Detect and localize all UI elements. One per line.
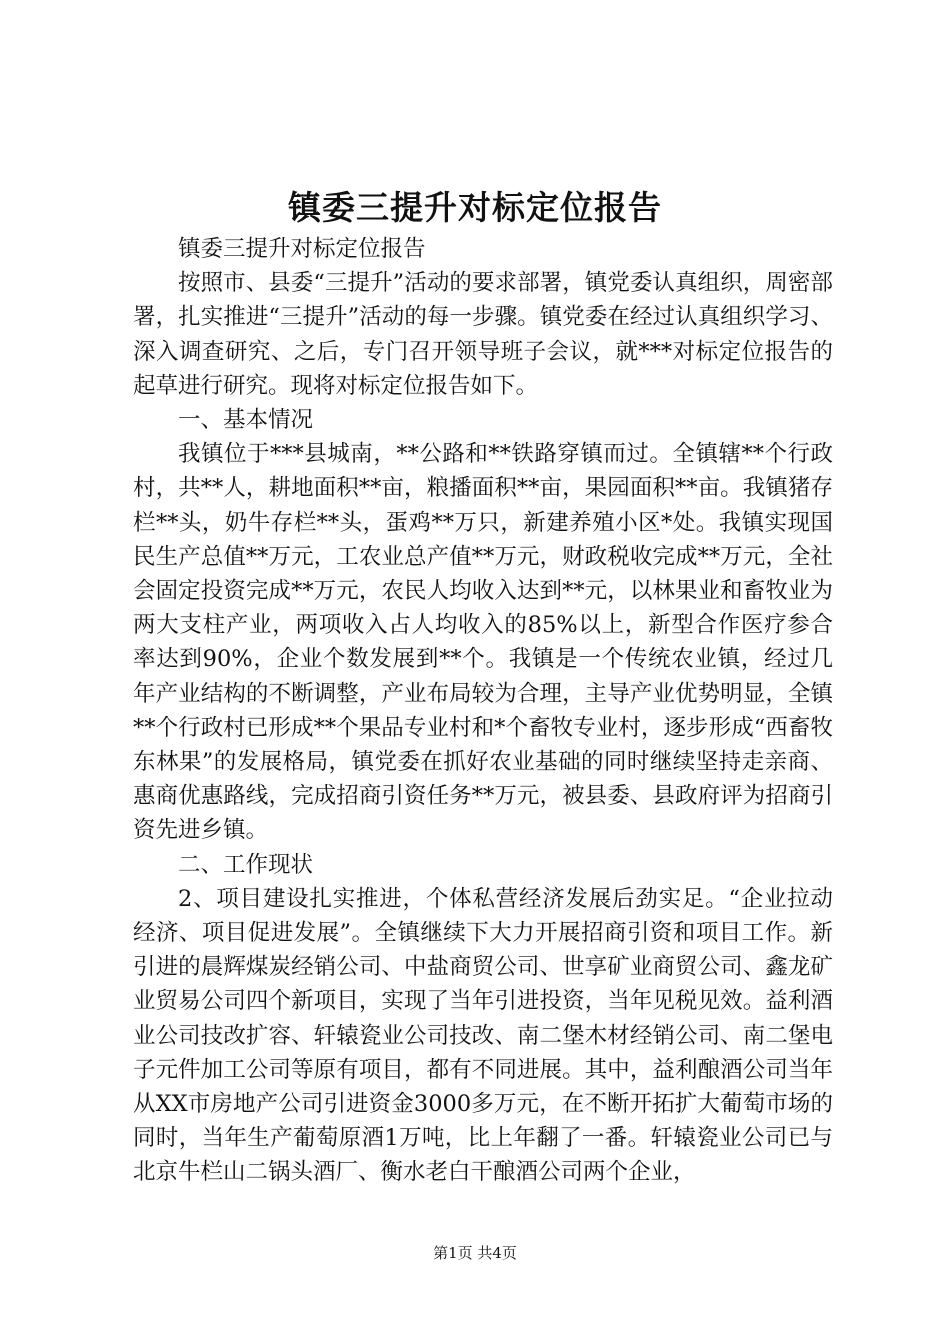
section-heading-status: 二、工作现状 [178,851,314,878]
paragraph-subtitle: 镇委三提升对标定位报告 [178,236,426,262]
document-body [133,232,833,1190]
paragraph-basic-situation: 我镇位于***县城南，**公路和**铁路穿镇而过。全镇辖**个行政村，共**人，耕地面积**亩，粮播面积**亩，果园面积**亩。我镇猪存栏**头，奶牛存栏**头，蛋鸡**万只，新建养殖小区*处。我镇实现国民生产总值**万元，工农业总产值**万元，财政税收完成**万元，全社会固定投资完成**万元，农民人均收入达到**元，以林果业和畜牧业为两大支柱产业，两项收入占人均收入的85%以上，新型合作医疗参合率达到90%，企业个数发展到**个。我镇是一个传统农业镇，经过几年产业结构的不断调整，产业布局较为合理，主导产业优势明显，全镇**个行政村已形成**个果品专业村和*个畜牧专业村，逐步形成“西畜牧东林果”的发展格局，镇党委在抓好农业基础的同时继续坚持走亲商、惠商优惠路线，完成招商引资任务**万元，被县委、县政府评为招商引资先进乡镇。 [133,441,833,844]
section-heading-basic: 一、基本情况 [178,407,314,434]
document-title: 镇委三提升对标定位报告 [288,188,662,227]
page-footer: 第1页 共4页 [433,1244,517,1262]
paragraph-intro: 按照市、县委“三提升”活动的要求部署，镇党委认真组织，周密部署，扎实推进“三提升”活动的每一步骤。镇党委在经过认真组织学习、深入调查研究、之后，专门召开领导班子会议，就***对标定位报告的起草进行研究。现将对标定位报告如下。 [133,270,833,399]
paragraph-work-status: 2、项目建设扎实推进，个体私营经济发展后劲实足。“企业拉动经济、项目促进发展”。全镇继续下大力开展招商引资和项目工作。新引进的晨辉煤炭经销公司、中盐商贸公司、世享矿业商贸公司、鑫龙矿业贸易公司四个新项目，实现了当年引进投资，当年见税见效。益利酒业公司技改扩容、轩辕瓷业公司技改、南二堡木材经销公司、南二堡电子元件加工公司等原有项目，都有不同进展。其中，益利酿酒公司当年从XX市房地产公司引进资金3000多万元，在不断开拓扩大葡萄市场的同时，当年生产葡萄原酒1万吨，比上年翻了一番。轩辕瓷业公司已与北京牛栏山二锅头酒厂、衡水老白干酿酒公司两个企业， [133,885,833,1186]
